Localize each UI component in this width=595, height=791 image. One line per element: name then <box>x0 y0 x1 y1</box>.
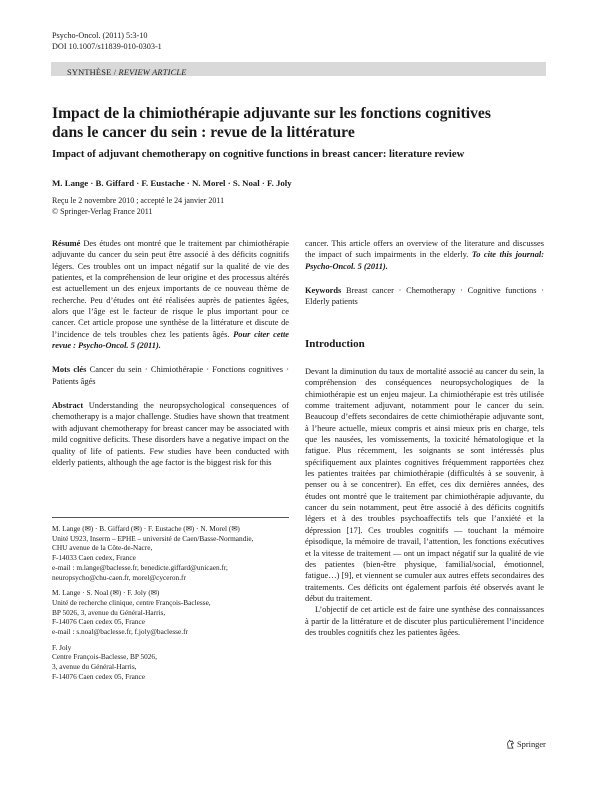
dates <box>52 196 224 217</box>
section-main: SYNTHÈSE / <box>67 68 119 77</box>
affiliation-2: M. Lange · S. Noal (✉) · F. Joly (✉) Unité de recherche clinique, centre François-Baclesse, BP 5026, 3, avenue du Général-Harris, F-14076 Caen cedex 05, France e-mail : s.noal@baclesse.fr, f.joly@baclesse.fr <box>52 588 211 637</box>
mots-cles-text: Cancer du sein · Chimiothérapie · Fonctions cognitives · Patients âgés <box>52 365 289 386</box>
doi: DOI 10.1007/s11839-010-0303-1 <box>52 42 162 51</box>
authors: M. Lange · B. Giffard · F. Eustache · N. Morel · S. Noal · F. Joly <box>52 178 292 188</box>
abstract-cite: To cite this journal: Psycho-Oncol. 5 (2011). <box>305 250 544 271</box>
resume-text: Des études ont montré que le traitement par chimiothérapie adjuvante du cancer du sein peut être associé à des déficits cognitifs légers. Ces troubles ont un impact négatif sur la qualité de vie des patientes, et la compréhension de leur origine et des processus altérés est actuellement un des enjeux importants de ce nouveau thème de recherche. Peu d’études ont été réalisées auprès de patientes âgées, alors que l’âge est le facteur de risque le plus important pour ce cancer. Cet article propose une synthèse de la littérature et discute de l’incidence de tels troubles chez les patients âgés. <box>52 239 289 339</box>
journal-citation: Psycho-Oncol. (2011) 5:3-10 <box>52 31 148 40</box>
keywords-text: Breast cancer · Chemotherapy · Cognitive functions · Elderly patients <box>305 286 544 307</box>
title-fr-line2: dans le cancer du sein : revue de la littérature <box>52 124 355 141</box>
resume-cite: Pour citer cette revue : Psycho-Oncol. 5 (2011). <box>52 329 289 351</box>
affiliation-3: F. Joly Centre François-Baclesse, BP 5026, 3, avenue du Général-Harris, F-14076 Caen cedex 05, France <box>52 642 157 681</box>
abstract-label: Abstract <box>52 401 84 411</box>
intro-paragraph-2: L’objectif de cet article est de faire une synthèse des connaissances à partir de la littérature et de discuter plus particulièrement l’incidence des troubles cognitifs chez les patientes âgées. <box>305 605 544 637</box>
mots-cles-label: Mots clés <box>52 365 87 375</box>
title-fr-line1: Impact de la chimiothérapie adjuvante sur les fonctions cognitives <box>52 105 491 122</box>
publisher-name: Springer <box>517 739 546 749</box>
received-date: Reçu le 2 novembre 2010 ; accepté le 24 janvier 2011 <box>52 196 225 205</box>
abstract-continued-text: cancer. This article offers an overview of the literature and discusses the impact of such impairments in the elderly. <box>305 239 544 260</box>
section-sub: REVIEW ARTICLE <box>118 68 187 77</box>
resume-label: Résumé <box>52 239 81 248</box>
section-band <box>51 62 546 76</box>
right-column-top <box>305 238 544 308</box>
springer-knight-icon <box>506 739 515 749</box>
affiliation-1: M. Lange (✉) · B. Giffard (✉) · F. Eustache (✉) · N. Morel (✉) Unité U923, Inserm – EPHE – université de Caen/Basse-Normandie, CHU avenue de la Côte-de-Nacre, F-14033 Caen cedex, France e-mail : m.lange@baclesse.fr, benedicte.giffard@unicaen.fr, neuropsycho@chu-caen.fr, morel@cyceron.fr <box>52 524 254 582</box>
copyright: © Springer-Verlag France 2011 <box>52 206 153 216</box>
publisher-logo <box>506 739 546 749</box>
section-label <box>51 68 187 77</box>
abstract <box>52 400 289 468</box>
footnote-rule <box>52 517 289 518</box>
introduction-heading: Introduction <box>305 338 365 350</box>
mots-cles <box>52 364 289 387</box>
abstract-text: Understanding the neuropsychological consequences of chemotherapy is a major challenge. Studies have shown that treatment with adjuvant chemotherapy for breast cancer may be associated with mild cognitive deficits. These disorders have a negative impact on the quality of life of patients. Few studies have been conducted with elderly patients, although the age factor is the biggest risk for this <box>52 401 289 467</box>
affiliations <box>52 524 289 688</box>
intro-paragraph-1: Devant la diminution du taux de mortalité associé au cancer du sein, la compréhension des conséquences neuropsychologiques de la chimiothérapie est un enjeu majeur. La chimiothérapie est très utilisée comme traitement adjuvant, notamment pour le cancer du sein. Beaucoup d’effets secondaires de cette chimiothérapie adjuvante sont, à l’heure actuelle, mieux compris et ainsi mieux pris en charge, tels que les nausées, les vomissements, la toxicité hématologique et la fatigue. Plus récemment, les soignants se sont intéressés plus spécifiquement aux plaintes cognitives fréquemment rapportées chez les patientes traitées par chimiothérapie (difficultés à se souvenir, à penser ou à se concentrer). En effet, ces dix dernières années, des études ont montré que le traitement par chimiothérapie adjuvante, du cancer du sein notamment, peut être associé à des déficits cognitifs légers et à des troubles psychoaffectifs tels que l’anxiété et la dépression [17]. Ces troubles cognitifs — touchant la mémoire épisodique, la mémoire de travail, l’attention, les fonctions exécutives et la vitesse de traitement — ont un impact négatif sur la qualité de vie des patientes (bien-être physique, familial/social, émotionnel, fatigue…) [9], et viennent se cumuler aux autres effets secondaires des traitements. Ces déficits ont également parfois été observés avant le début du traitement. <box>305 367 544 603</box>
left-column <box>52 238 289 468</box>
keywords-label: Keywords <box>305 286 342 296</box>
introduction-body <box>305 366 544 638</box>
article-title-en: Impact of adjuvant chemotherapy on cognitive functions in breast cancer: literature review <box>52 149 465 160</box>
abstract-continued <box>305 238 544 272</box>
keywords <box>305 285 544 308</box>
resume <box>52 238 289 351</box>
article-title-fr <box>52 104 552 142</box>
